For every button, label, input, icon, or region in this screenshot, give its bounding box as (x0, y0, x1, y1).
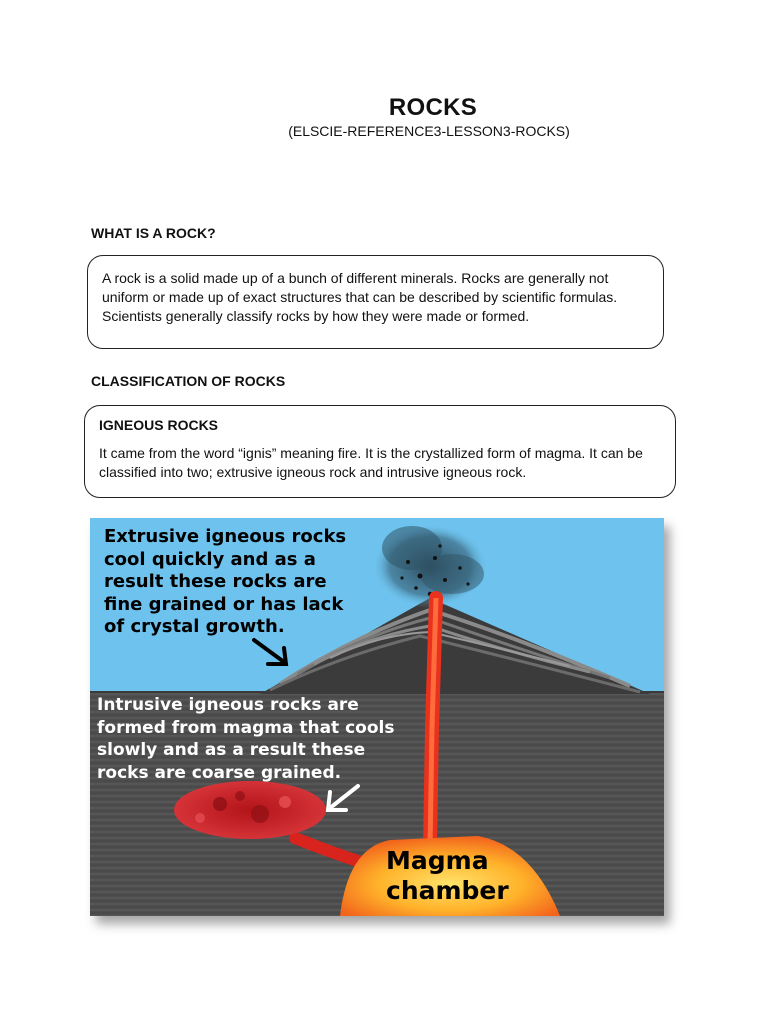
section-heading-classification: CLASSIFICATION OF ROCKS (91, 373, 286, 389)
magma-chamber-label: Magma chamber (386, 846, 509, 905)
definition-text: A rock is a solid made up of a bunch of different minerals. Rocks are generally not uniform or made up of exact structures that can be described by scientific formulas. Scientists generally classify rocks by how they were made or formed. (102, 270, 618, 324)
igneous-rock-illustration (90, 518, 664, 916)
igneous-rocks-text: It came from the word “ignis” meaning fire. It is the crystallized form of magma. It can be classified into two; extrusive igneous rock and intrusive igneous rock. (99, 445, 643, 480)
igneous-rocks-title: IGNEOUS ROCKS (99, 417, 219, 433)
intrusive-rock-body (174, 781, 326, 839)
section-heading-what-is-a-rock: WHAT IS A ROCK? (91, 225, 216, 241)
igneous-rocks-box (84, 405, 676, 498)
intrusive-caption: Intrusive igneous rocks are formed from magma that cools slowly and as a result these rocks are coarse grained. (97, 695, 395, 783)
definition-box (87, 255, 664, 349)
page-subtitle: (ELSCIE-REFERENCE3-LESSON3-ROCKS) (288, 123, 570, 139)
page-title: ROCKS (388, 94, 478, 121)
extrusive-caption: Extrusive igneous rocks cool quickly and as a result these rocks are fine grained or has lack of crystal growth. (104, 526, 347, 637)
